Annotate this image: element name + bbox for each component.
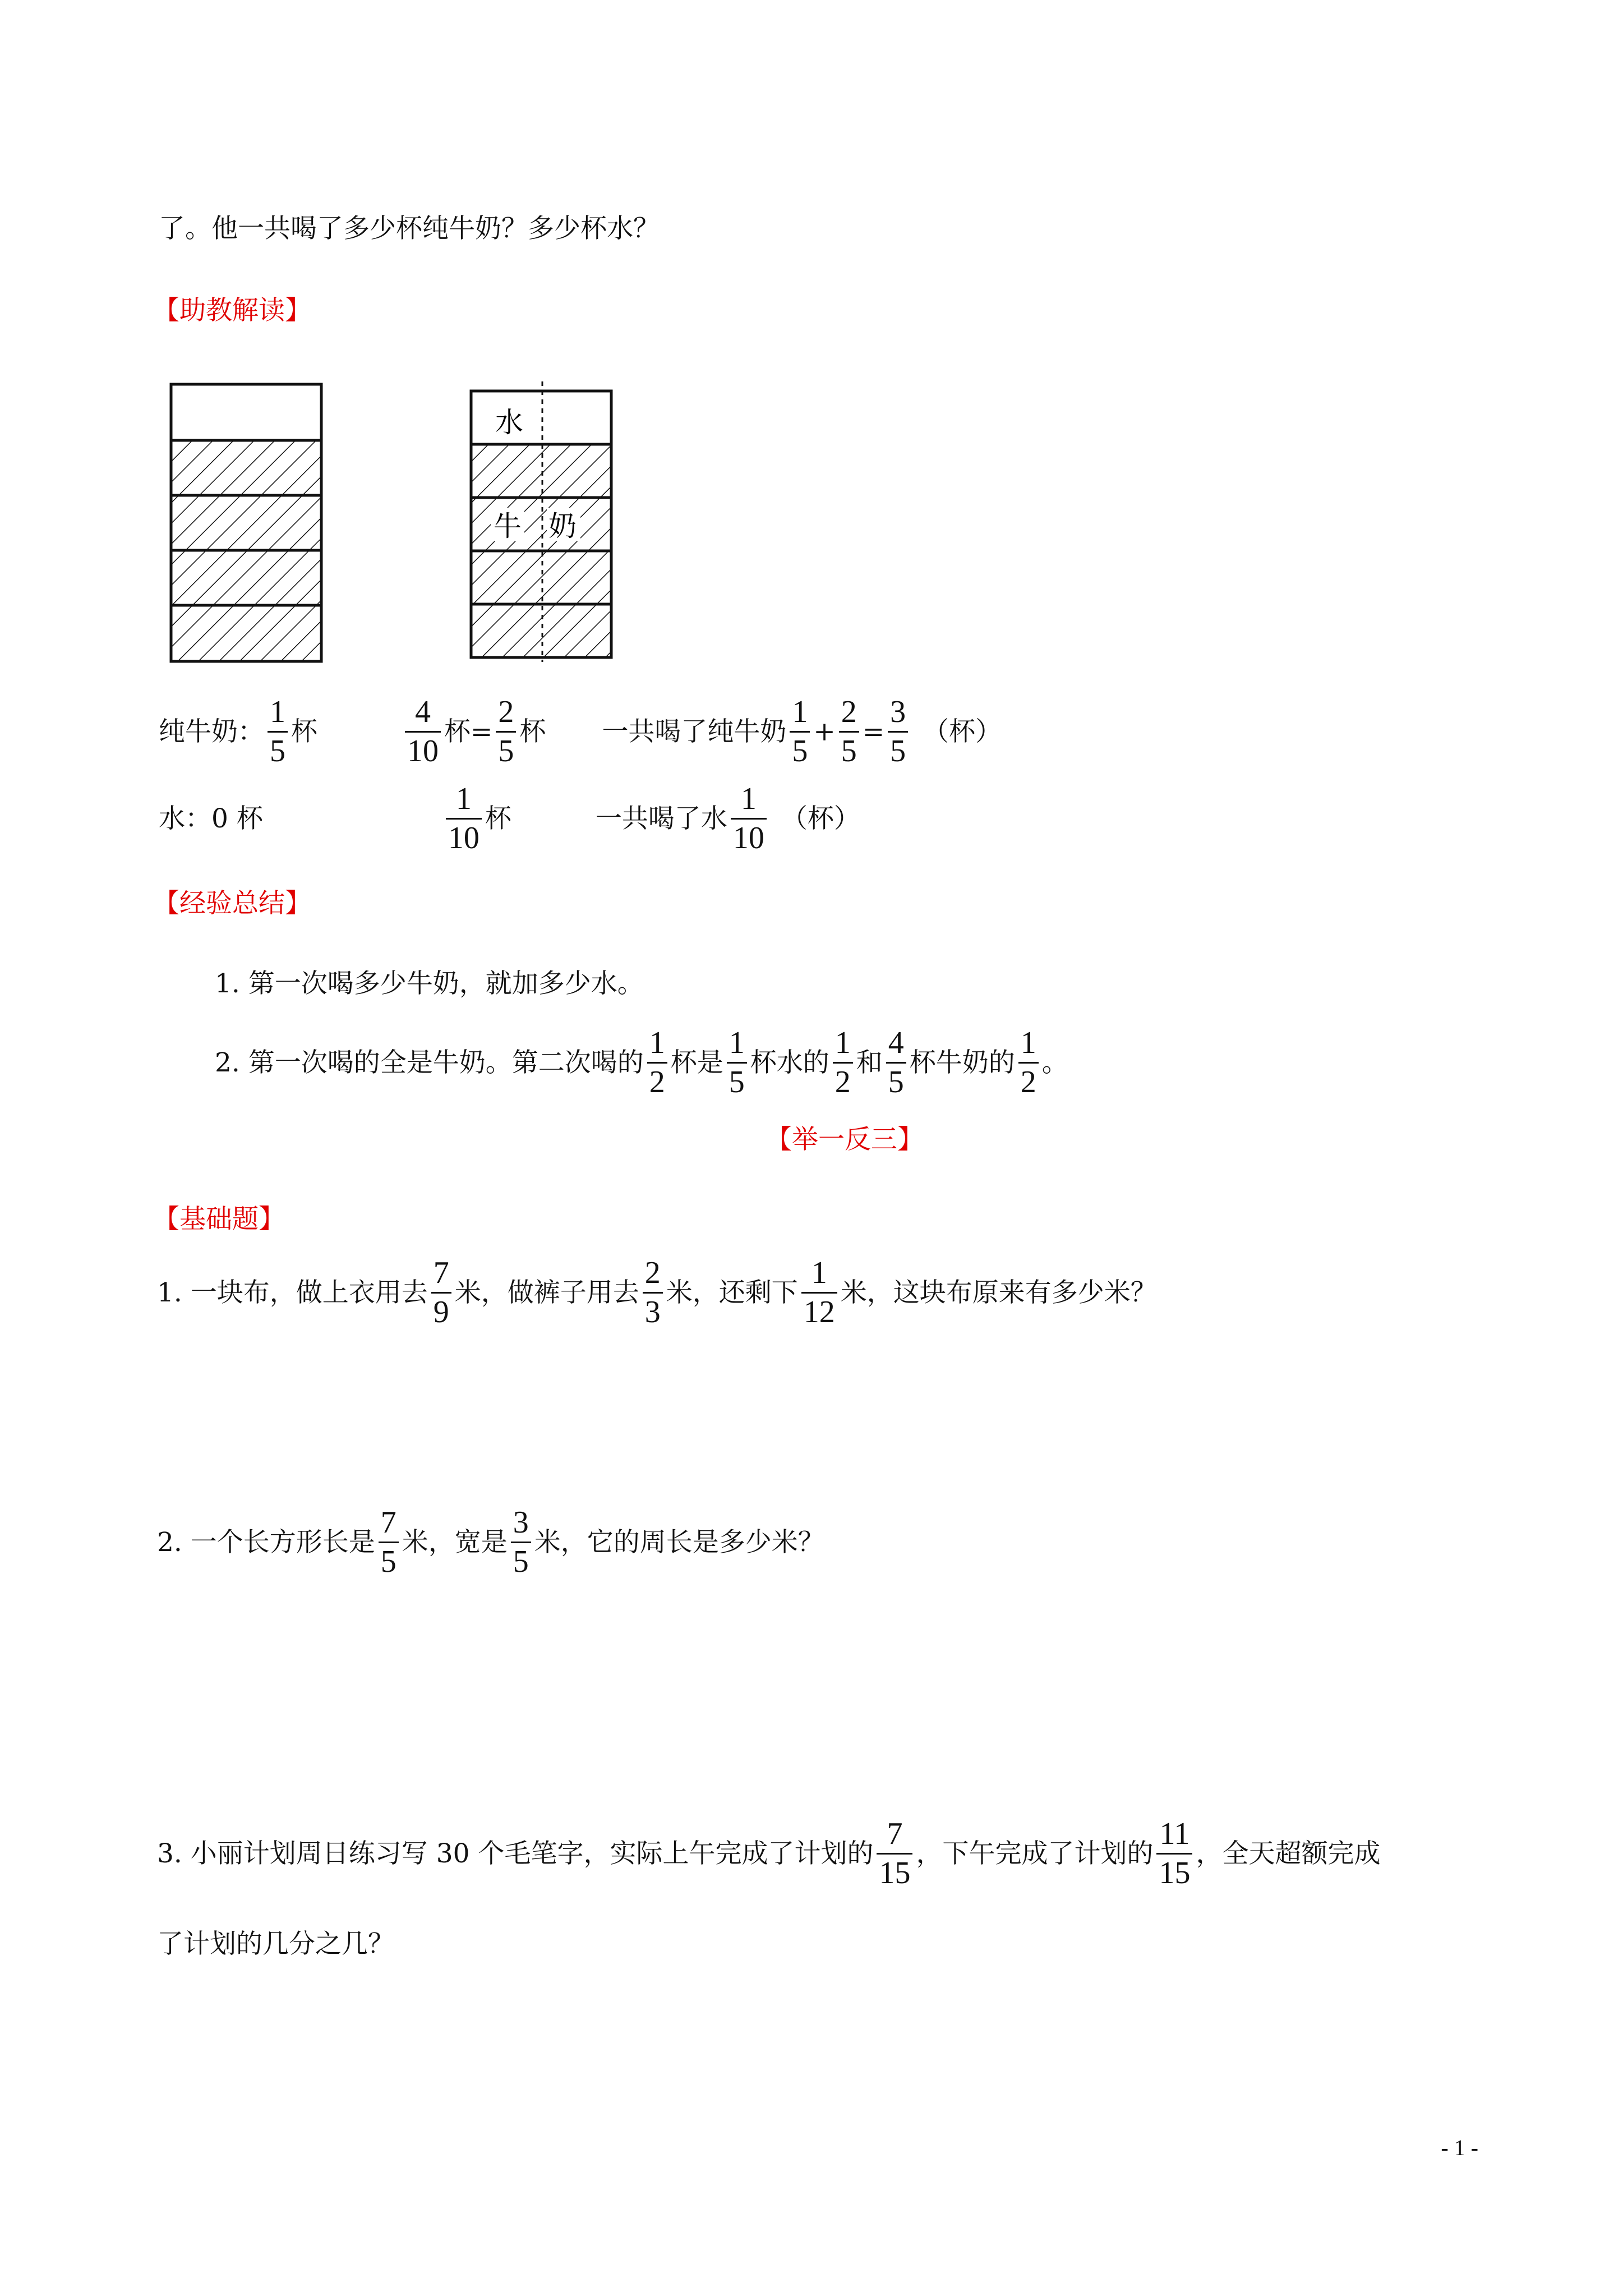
summary-text: 杯牛奶的 <box>909 1047 1015 1078</box>
summary-text: 。 <box>1041 1047 1068 1078</box>
water-label: 水：0 杯 <box>159 803 263 834</box>
fraction: $\frac{4}{10}$ <box>405 696 441 768</box>
fraction: $\frac{3}{5}$ <box>511 1506 531 1579</box>
unit-text: （杯） <box>923 716 1002 747</box>
heading-juyi: 【举一反三】 <box>766 1124 924 1155</box>
question-text: 米，还剩下 <box>666 1277 798 1308</box>
question-1 <box>157 1257 1157 1329</box>
heading-zhujiao: 【助教解读】 <box>153 295 311 326</box>
water-label: 水 <box>495 406 523 439</box>
question-text: 米，这块布原来有多少米？ <box>840 1277 1157 1308</box>
question-text: 米，做裤子用去 <box>454 1277 639 1308</box>
fraction: $\frac{1}{2}$ <box>1018 1027 1039 1099</box>
fraction: $\frac{1}{5}$ <box>727 1027 747 1099</box>
cup-diagram-left <box>168 381 325 668</box>
plus-sign: + <box>813 716 836 747</box>
water-row <box>159 783 860 855</box>
fraction: $\frac{1}{5}$ <box>790 696 810 768</box>
heading-jingyan: 【经验总结】 <box>153 888 311 919</box>
page-number: - 1 - <box>1441 2135 1478 2160</box>
milk-label-2: 奶 <box>548 510 577 542</box>
milk-row <box>159 696 1002 768</box>
milk-label: 纯牛奶： <box>159 716 264 747</box>
summary-text: 杯水的 <box>750 1047 829 1078</box>
fraction: $\frac{1}{10}$ <box>446 783 482 855</box>
summary-text: 2. 第一次喝的全是牛奶。第二次喝的 <box>215 1047 644 1078</box>
question-text: 米，宽是 <box>402 1526 508 1558</box>
milk-total-label: 一共喝了纯牛奶 <box>602 716 787 747</box>
question-3-continued: 了计划的几分之几？ <box>157 1929 394 1959</box>
question-text: ，全天超额完成 <box>1196 1838 1381 1869</box>
cup-text: 杯 <box>485 803 511 834</box>
fraction: $\frac{1}{2}$ <box>647 1027 667 1099</box>
heading-jichu: 【基础题】 <box>153 1204 285 1235</box>
fraction: $\frac{7}{5}$ <box>379 1506 399 1579</box>
equals-sign: = <box>862 716 885 747</box>
question-text: 1. 一块布，做上衣用去 <box>157 1277 428 1308</box>
fraction: $\frac{2}{5}$ <box>496 696 516 768</box>
unit-text: （杯） <box>781 803 860 834</box>
question-text: 3. 小丽计划周日练习写 30 个毛笔字，实际上午完成了计划的 <box>157 1838 874 1869</box>
summary-text: 杯是 <box>670 1047 723 1078</box>
question-text: ，下午完成了计划的 <box>916 1838 1154 1869</box>
summary-text: 和 <box>856 1047 883 1078</box>
fraction: $\frac{1}{5}$ <box>268 696 288 768</box>
fraction: $\frac{7}{15}$ <box>877 1818 912 1890</box>
cup-diagram-right <box>468 381 620 662</box>
cup-text: 杯 <box>519 716 546 747</box>
fraction: $\frac{3}{5}$ <box>888 696 908 768</box>
fraction: $\frac{4}{5}$ <box>886 1027 906 1099</box>
fraction: $\frac{2}{3}$ <box>643 1257 663 1329</box>
cup-eq-text: 杯= <box>444 716 493 747</box>
question-3 <box>157 1818 1380 1890</box>
question-text: 米，它的周长是多少米？ <box>534 1526 824 1558</box>
milk-label-1: 牛 <box>494 510 522 542</box>
fraction: $\frac{1}{2}$ <box>833 1027 853 1099</box>
fraction: $\frac{11}{15}$ <box>1156 1818 1192 1890</box>
intro-text: 了。他一共喝了多少杯纯牛奶？多少杯水？ <box>159 213 660 244</box>
fraction: $\frac{1}{12}$ <box>801 1257 837 1329</box>
question-2 <box>157 1506 824 1579</box>
fraction: $\frac{2}{5}$ <box>839 696 859 768</box>
cup-text: 杯 <box>291 716 317 747</box>
fraction: $\frac{1}{10}$ <box>731 783 767 855</box>
fraction: $\frac{7}{9}$ <box>431 1257 451 1329</box>
summary-item-1: 1. 第一次喝多少牛奶，就加多少水。 <box>215 968 644 999</box>
question-text: 2. 一个长方形长是 <box>157 1526 375 1558</box>
summary-item-2 <box>215 1027 1068 1099</box>
water-total-label: 一共喝了水 <box>595 803 727 834</box>
